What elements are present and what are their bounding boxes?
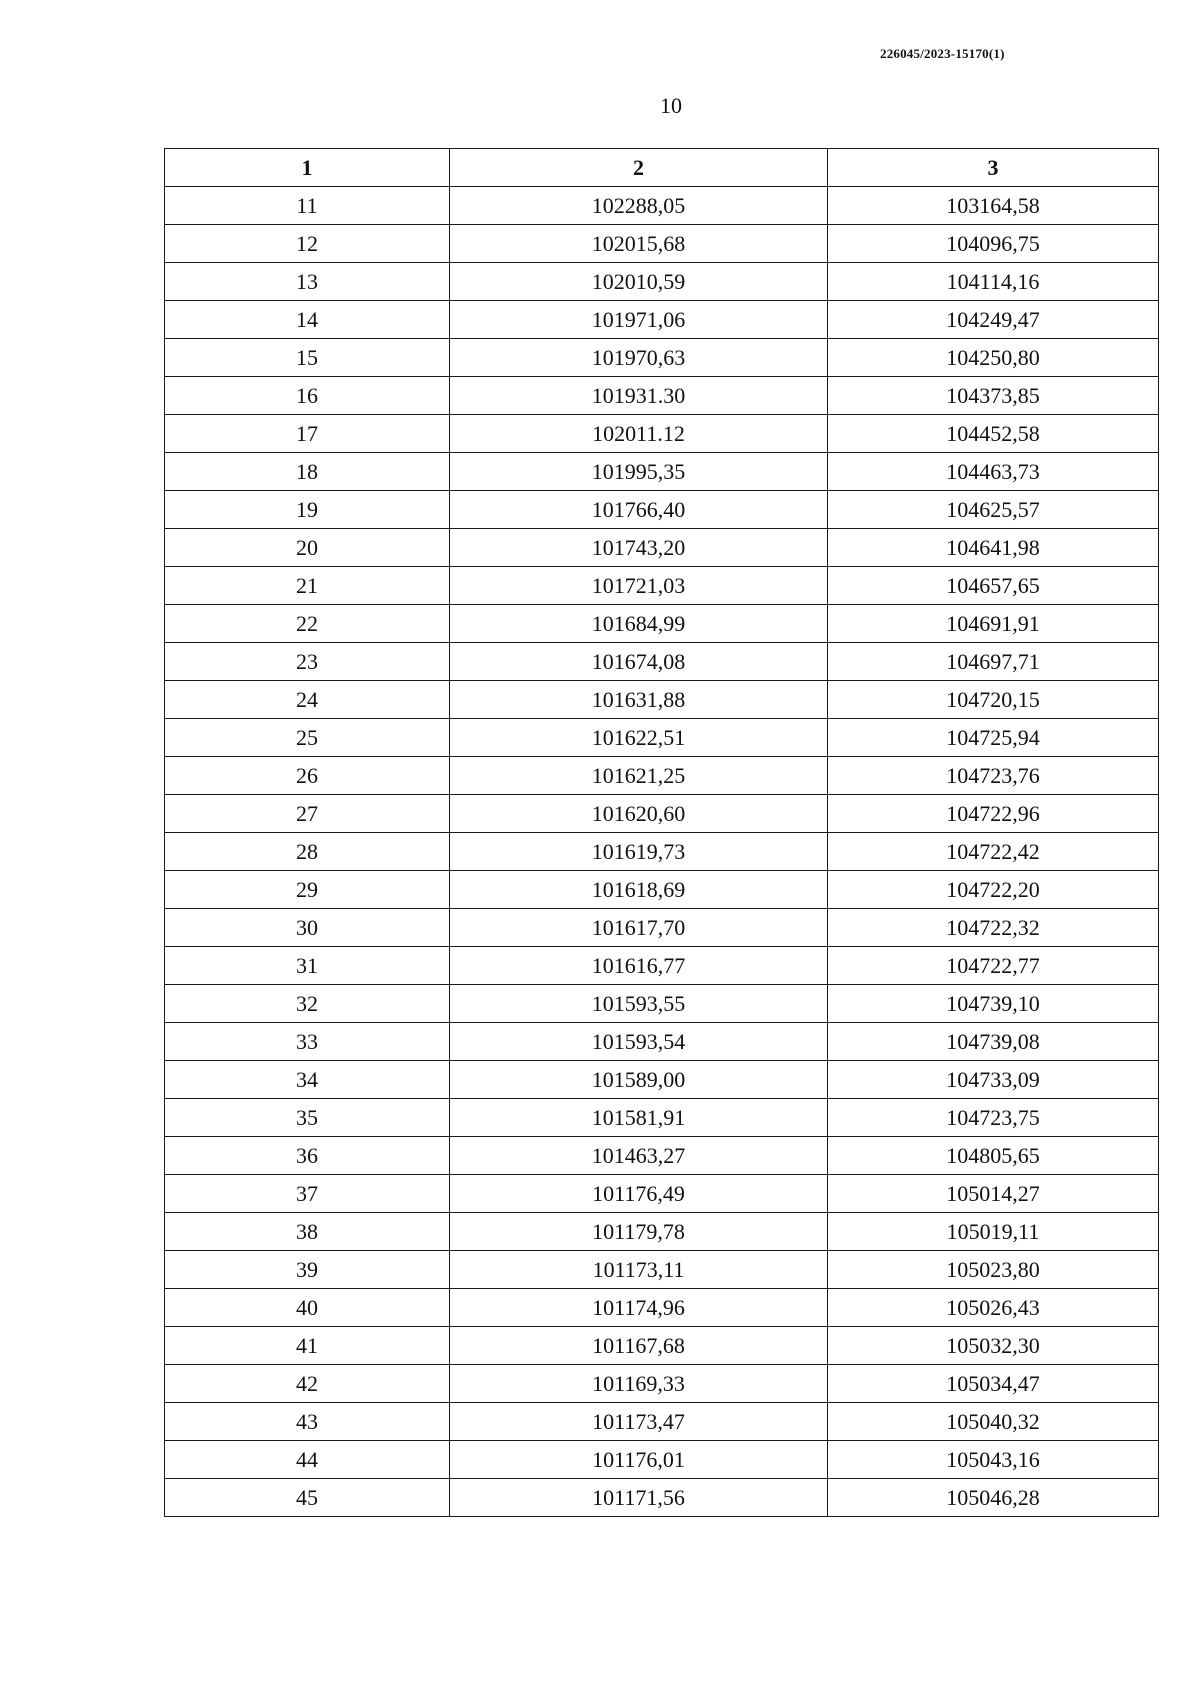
table-row [165, 529, 1159, 567]
table-cell-col-1: 28 [165, 833, 450, 871]
table-cell-col-3: 105046,28 [828, 1479, 1159, 1517]
table-row [165, 339, 1159, 377]
table-cell-col-2: 101179,78 [450, 1213, 828, 1251]
table-cell-col-2: 101995,35 [450, 453, 828, 491]
table-cell-col-1: 33 [165, 1023, 450, 1061]
table-cell-col-2: 101593,55 [450, 985, 828, 1023]
table-cell-col-1: 37 [165, 1175, 450, 1213]
table-row [165, 301, 1159, 339]
table-cell-col-3: 105040,32 [828, 1403, 1159, 1441]
table-cell-col-2: 101617,70 [450, 909, 828, 947]
table-row [165, 681, 1159, 719]
table-cell-col-2: 101173,11 [450, 1251, 828, 1289]
table-cell-col-1: 26 [165, 757, 450, 795]
table-header-row [165, 149, 1159, 187]
table-cell-col-3: 104805,65 [828, 1137, 1159, 1175]
table-cell-col-2: 101616,77 [450, 947, 828, 985]
table-cell-col-1: 42 [165, 1365, 450, 1403]
table-cell-col-3: 104373,85 [828, 377, 1159, 415]
table-cell-col-3: 104723,75 [828, 1099, 1159, 1137]
table-row [165, 377, 1159, 415]
table-row [165, 947, 1159, 985]
table-cell-col-2: 101621,25 [450, 757, 828, 795]
table-row [165, 1479, 1159, 1517]
table-cell-col-3: 104739,08 [828, 1023, 1159, 1061]
table-cell-col-2: 102011.12 [450, 415, 828, 453]
table-cell-col-2: 101971,06 [450, 301, 828, 339]
table-cell-col-3: 105043,16 [828, 1441, 1159, 1479]
table-cell-col-1: 15 [165, 339, 450, 377]
table-body [165, 187, 1159, 1517]
table-cell-col-3: 104641,98 [828, 529, 1159, 567]
table-row [165, 567, 1159, 605]
table-cell-col-1: 21 [165, 567, 450, 605]
table-row [165, 1403, 1159, 1441]
table-cell-col-2: 102288,05 [450, 187, 828, 225]
column-header-2: 2 [450, 149, 828, 187]
table-cell-col-3: 104452,58 [828, 415, 1159, 453]
table-cell-col-2: 101463,27 [450, 1137, 828, 1175]
table-cell-col-3: 104720,15 [828, 681, 1159, 719]
table-cell-col-2: 101674,08 [450, 643, 828, 681]
table-row [165, 985, 1159, 1023]
table-cell-col-2: 101721,03 [450, 567, 828, 605]
table-cell-col-2: 101931.30 [450, 377, 828, 415]
table-cell-col-2: 101173,47 [450, 1403, 828, 1441]
table-cell-col-1: 29 [165, 871, 450, 909]
table-cell-col-2: 101167,68 [450, 1327, 828, 1365]
table-row [165, 795, 1159, 833]
table-row [165, 491, 1159, 529]
table-cell-col-3: 104725,94 [828, 719, 1159, 757]
table-row [165, 453, 1159, 491]
table-cell-col-1: 11 [165, 187, 450, 225]
table-row [165, 1061, 1159, 1099]
table-cell-col-2: 101743,20 [450, 529, 828, 567]
table-cell-col-3: 104723,76 [828, 757, 1159, 795]
table-cell-col-3: 104722,96 [828, 795, 1159, 833]
table-cell-col-3: 104250,80 [828, 339, 1159, 377]
table-cell-col-3: 104733,09 [828, 1061, 1159, 1099]
table-cell-col-1: 13 [165, 263, 450, 301]
table-row [165, 415, 1159, 453]
table-cell-col-1: 18 [165, 453, 450, 491]
table-cell-col-3: 104657,65 [828, 567, 1159, 605]
table-cell-col-2: 101171,56 [450, 1479, 828, 1517]
table-cell-col-2: 101631,88 [450, 681, 828, 719]
table-cell-col-3: 104625,57 [828, 491, 1159, 529]
table-cell-col-1: 34 [165, 1061, 450, 1099]
table-row [165, 605, 1159, 643]
table-cell-col-1: 24 [165, 681, 450, 719]
table-cell-col-3: 104697,71 [828, 643, 1159, 681]
table-row [165, 225, 1159, 263]
table-cell-col-3: 104722,32 [828, 909, 1159, 947]
table-cell-col-2: 101622,51 [450, 719, 828, 757]
table-cell-col-2: 101618,69 [450, 871, 828, 909]
table-cell-col-1: 23 [165, 643, 450, 681]
table-cell-col-2: 101593,54 [450, 1023, 828, 1061]
table-cell-col-1: 35 [165, 1099, 450, 1137]
table-row [165, 1099, 1159, 1137]
table-cell-col-1: 45 [165, 1479, 450, 1517]
table-row [165, 1213, 1159, 1251]
document-id: 226045/2023-15170(1) [880, 46, 1005, 61]
table-row [165, 263, 1159, 301]
table-cell-col-3: 105023,80 [828, 1251, 1159, 1289]
table-cell-col-2: 101174,96 [450, 1289, 828, 1327]
table-cell-col-1: 25 [165, 719, 450, 757]
table-cell-col-2: 102010,59 [450, 263, 828, 301]
table-cell-col-1: 36 [165, 1137, 450, 1175]
table-cell-col-3: 104722,20 [828, 871, 1159, 909]
table-cell-col-2: 102015,68 [450, 225, 828, 263]
table-cell-col-3: 104691,91 [828, 605, 1159, 643]
table-cell-col-3: 104096,75 [828, 225, 1159, 263]
table-cell-col-2: 101176,49 [450, 1175, 828, 1213]
table-cell-col-2: 101169,33 [450, 1365, 828, 1403]
table-row [165, 833, 1159, 871]
coordinates-table [164, 148, 1159, 1517]
table-cell-col-1: 17 [165, 415, 450, 453]
table-cell-col-1: 40 [165, 1289, 450, 1327]
table-cell-col-1: 39 [165, 1251, 450, 1289]
table-cell-col-2: 101766,40 [450, 491, 828, 529]
table-row [165, 757, 1159, 795]
table-cell-col-2: 101589,00 [450, 1061, 828, 1099]
table-cell-col-1: 12 [165, 225, 450, 263]
table-cell-col-3: 104722,42 [828, 833, 1159, 871]
table-row [165, 1327, 1159, 1365]
table-cell-col-2: 101970,63 [450, 339, 828, 377]
table-cell-col-1: 41 [165, 1327, 450, 1365]
table-row [165, 1251, 1159, 1289]
table-row [165, 909, 1159, 947]
table-cell-col-1: 43 [165, 1403, 450, 1441]
table-cell-col-1: 32 [165, 985, 450, 1023]
table-row [165, 1023, 1159, 1061]
table-row [165, 1365, 1159, 1403]
table-cell-col-3: 105034,47 [828, 1365, 1159, 1403]
table-cell-col-2: 101581,91 [450, 1099, 828, 1137]
table-row [165, 1137, 1159, 1175]
table-cell-col-1: 44 [165, 1441, 450, 1479]
table-cell-col-3: 105026,43 [828, 1289, 1159, 1327]
table-cell-col-1: 22 [165, 605, 450, 643]
column-header-1: 1 [165, 149, 450, 187]
table-cell-col-1: 14 [165, 301, 450, 339]
table-row [165, 719, 1159, 757]
table-cell-col-2: 101619,73 [450, 833, 828, 871]
table-row [165, 1175, 1159, 1213]
table-row [165, 187, 1159, 225]
table-row [165, 1289, 1159, 1327]
table-cell-col-2: 101684,99 [450, 605, 828, 643]
page-number: 10 [660, 93, 682, 118]
table-cell-col-3: 104722,77 [828, 947, 1159, 985]
table-cell-col-2: 101620,60 [450, 795, 828, 833]
table-row [165, 871, 1159, 909]
table-cell-col-1: 38 [165, 1213, 450, 1251]
table-cell-col-1: 27 [165, 795, 450, 833]
table-cell-col-3: 104463,73 [828, 453, 1159, 491]
table-cell-col-2: 101176,01 [450, 1441, 828, 1479]
table-row [165, 1441, 1159, 1479]
table-cell-col-3: 105019,11 [828, 1213, 1159, 1251]
table-cell-col-3: 103164,58 [828, 187, 1159, 225]
table-cell-col-1: 30 [165, 909, 450, 947]
table-cell-col-1: 16 [165, 377, 450, 415]
column-header-3: 3 [828, 149, 1159, 187]
table-row [165, 643, 1159, 681]
table-cell-col-3: 105014,27 [828, 1175, 1159, 1213]
table-cell-col-3: 104114,16 [828, 263, 1159, 301]
table-cell-col-1: 19 [165, 491, 450, 529]
table-cell-col-3: 104249,47 [828, 301, 1159, 339]
table-cell-col-1: 31 [165, 947, 450, 985]
table-cell-col-3: 105032,30 [828, 1327, 1159, 1365]
table-cell-col-3: 104739,10 [828, 985, 1159, 1023]
table-cell-col-1: 20 [165, 529, 450, 567]
